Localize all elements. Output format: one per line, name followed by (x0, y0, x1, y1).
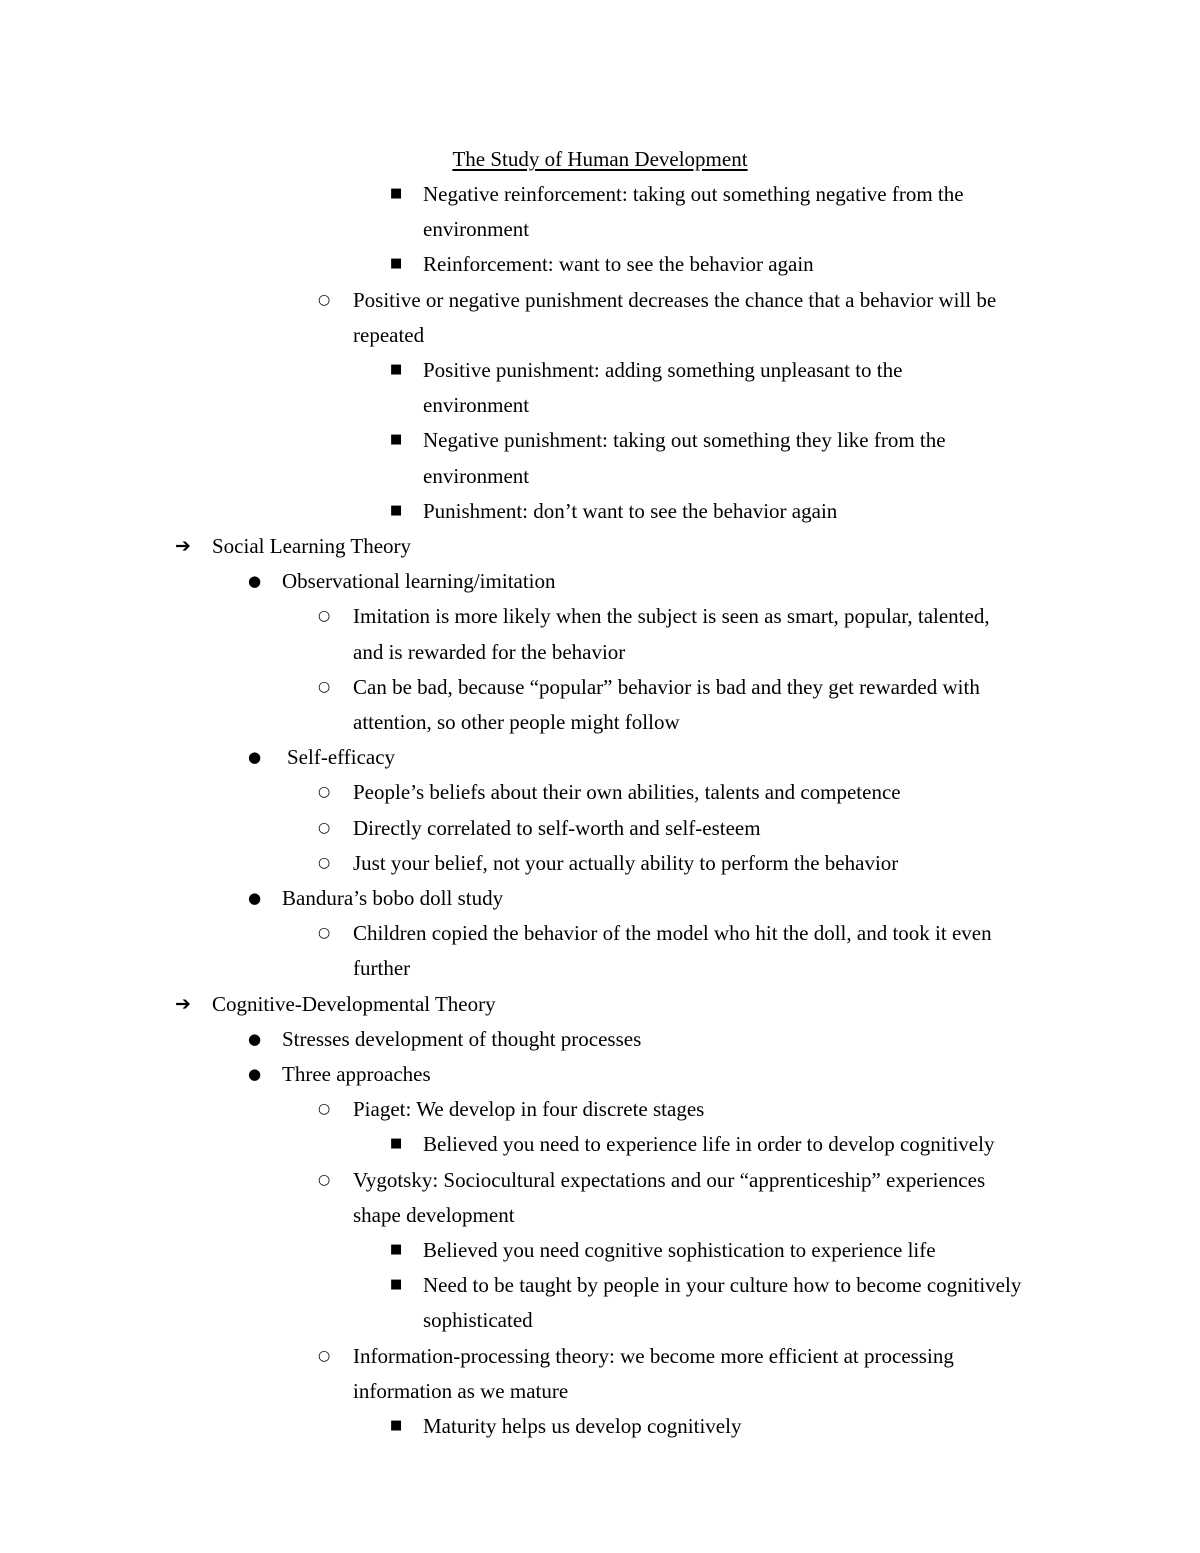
outline-line: Negative reinforcement: taking out something negative from the (423, 182, 964, 206)
outline-line: Directly correlated to self-worth and self-esteem (353, 816, 761, 840)
outline-line: information as we mature (353, 1379, 569, 1403)
arrow-bullet-icon: ➔ (175, 535, 191, 557)
arrow-bullet-icon: ➔ (175, 993, 191, 1015)
circle-bullet-icon: ○ (318, 1172, 331, 1188)
square-bullet-icon: ■ (390, 1277, 403, 1292)
outline-line: sophisticated (423, 1308, 533, 1332)
outline-line: Piaget: We develop in four discrete stages (353, 1097, 705, 1121)
square-bullet-icon: ■ (390, 1136, 403, 1151)
outline-line: and is rewarded for the behavior (353, 640, 626, 664)
circle-bullet-icon: ○ (318, 292, 331, 308)
circle-bullet-icon: ○ (318, 679, 331, 695)
page-title: The Study of Human Development (452, 147, 748, 171)
circle-bullet-icon: ○ (318, 784, 331, 800)
outline-line: Self-efficacy (287, 745, 396, 769)
circle-bullet-icon: ○ (318, 608, 331, 624)
outline-line: Reinforcement: want to see the behavior again (423, 252, 814, 276)
outline-line: Vygotsky: Sociocultural expectations and our “apprenticeship” experiences (353, 1168, 986, 1192)
disc-bullet-icon: ● (248, 889, 262, 907)
outline-line: Positive or negative punishment decreases the chance that a behavior will be (353, 288, 997, 312)
outline-line: Stresses development of thought processes (282, 1027, 642, 1051)
outline-line: Observational learning/imitation (282, 569, 556, 593)
outline-line: Can be bad, because “popular” behavior is bad and they get rewarded with (353, 675, 980, 699)
square-bullet-icon: ■ (390, 1242, 403, 1257)
square-bullet-icon: ■ (390, 432, 403, 447)
outline-line: People’s beliefs about their own abilities, talents and competence (353, 780, 901, 804)
circle-bullet-icon: ○ (318, 820, 331, 836)
circle-bullet-icon: ○ (318, 1348, 331, 1364)
outline-line: Need to be taught by people in your culture how to become cognitively (423, 1273, 1022, 1297)
outline-line: Maturity helps us develop cognitively (423, 1414, 742, 1438)
outline-line: further (353, 956, 411, 980)
outline-line: Imitation is more likely when the subject is seen as smart, popular, talented, (353, 604, 990, 628)
circle-bullet-icon: ○ (318, 1101, 331, 1117)
outline-line: environment (423, 393, 530, 417)
disc-bullet-icon: ● (248, 1065, 262, 1083)
disc-bullet-icon: ● (248, 572, 262, 590)
outline-line: Cognitive-Developmental Theory (212, 992, 496, 1016)
circle-bullet-icon: ○ (318, 925, 331, 941)
disc-bullet-icon: ● (248, 1030, 262, 1048)
outline-line: Negative punishment: taking out something they like from the (423, 428, 946, 452)
circle-bullet-icon: ○ (318, 855, 331, 871)
square-bullet-icon: ■ (390, 362, 403, 377)
outline-line: Just your belief, not your actually ability to perform the behavior (353, 851, 899, 875)
square-bullet-icon: ■ (390, 256, 403, 271)
outline-line: Believed you need cognitive sophistication to experience life (423, 1238, 936, 1262)
outline-line: Information-processing theory: we become more efficient at processing (353, 1344, 954, 1368)
outline-line: Children copied the behavior of the model who hit the doll, and took it even (353, 921, 992, 945)
outline-line: environment (423, 217, 530, 241)
outline-line: shape development (353, 1203, 515, 1227)
outline-line: repeated (353, 323, 425, 347)
square-bullet-icon: ■ (390, 186, 403, 201)
outline-line: environment (423, 464, 530, 488)
outline-line: Positive punishment: adding something unpleasant to the (423, 358, 903, 382)
outline-line: Bandura’s bobo doll study (282, 886, 504, 910)
outline-line: attention, so other people might follow (353, 710, 680, 734)
disc-bullet-icon: ● (248, 748, 262, 766)
square-bullet-icon: ■ (390, 1418, 403, 1433)
outline-line: Punishment: don’t want to see the behavior again (423, 499, 838, 523)
outline-line: Social Learning Theory (212, 534, 412, 558)
outline-line: Believed you need to experience life in order to develop cognitively (423, 1132, 995, 1156)
square-bullet-icon: ■ (390, 503, 403, 518)
outline-line: Three approaches (282, 1062, 431, 1086)
